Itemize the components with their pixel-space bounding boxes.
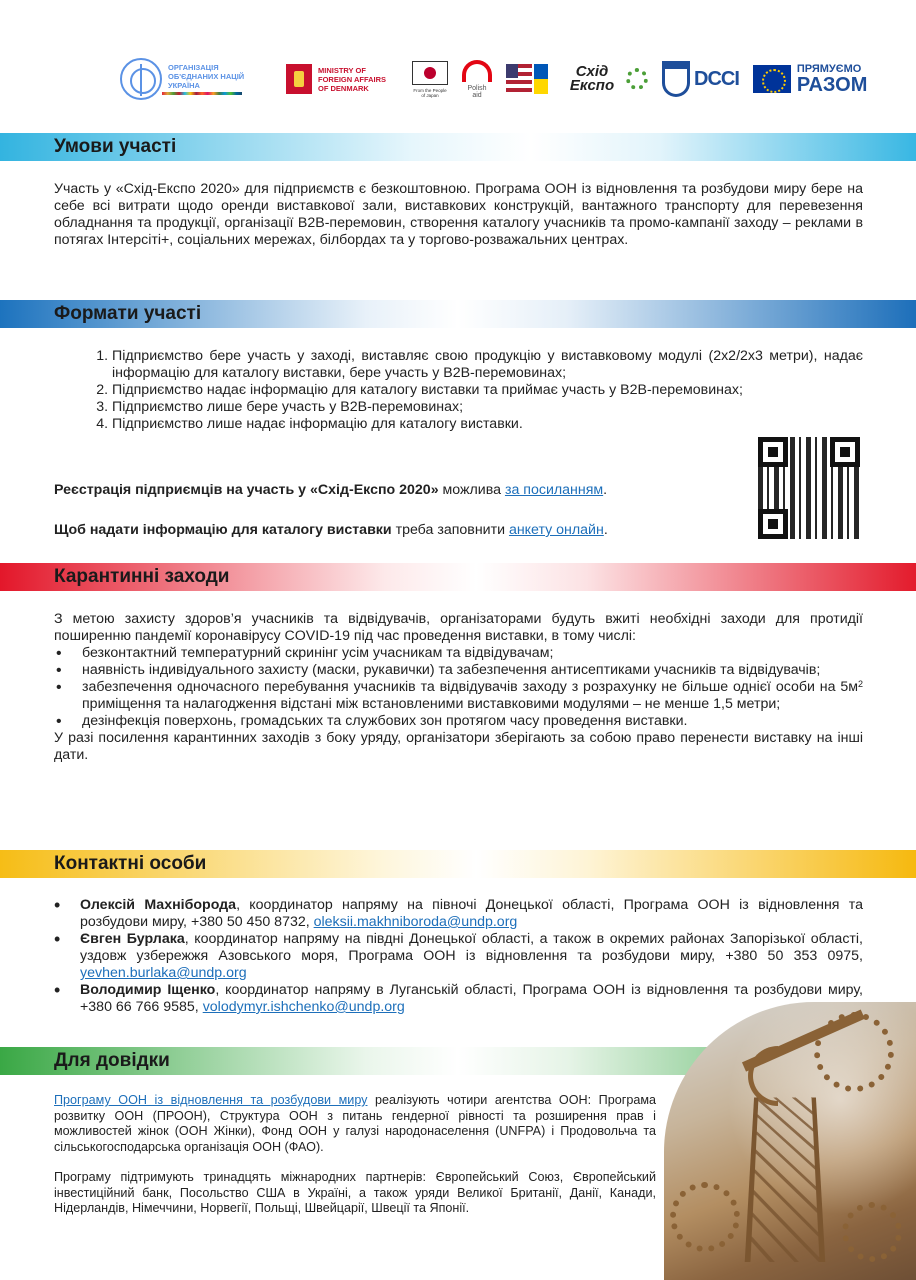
qr-finder xyxy=(758,437,788,467)
usa-ukraine-logo xyxy=(506,64,548,94)
qr-code-icon[interactable] xyxy=(758,437,860,539)
list-item: 1. Підприємство бере участь у заході, виставляє свою продукцію у виставковому модулі (2х2/2х3 метри), надає інформацію для каталогу виставки, бере участь у B2B-перемовинах; xyxy=(112,348,863,382)
ukraine-flag-icon xyxy=(534,64,548,94)
quarantine-outro: У разі посилення карантинних заходів з боку уряду, організатори зберігають за собою право перенести виставку на інші дати. xyxy=(54,730,863,763)
pump-head-icon xyxy=(748,1046,778,1106)
superscript: 2 xyxy=(857,679,863,689)
section-bar-conditions xyxy=(0,133,916,161)
contact-name: Євген Бурлака xyxy=(80,931,185,947)
wooden-model-photo xyxy=(664,1002,916,1280)
razom-logo xyxy=(753,63,868,95)
polish-aid-text: Polish aid xyxy=(467,84,487,99)
section-title-conditions: Умови участі xyxy=(54,136,177,157)
conditions-text: Участь у «Схід-Експо 2020» для підприємств є безкоштовною. Програма ООН із відновлення та розбудови миру бере на себе всі витрати щодо оренди виставкової зали, виставкових конструкцій, вантажного транспорту для перевезення обладнання та продукції, організації B2B-перемовин, створення каталогу учасників та промо-кампанії заходу – реклами в потягах Інтерсіті+, соціальних мережах, білбордах та у торгово-розважальних центрах. xyxy=(54,181,863,248)
quarantine-block xyxy=(54,611,863,764)
registration-line xyxy=(54,482,744,499)
polish-aid-icon xyxy=(462,60,492,82)
dcci-text: DCCI xyxy=(694,67,739,90)
bullet-text: забезпечення одночасного перебування учасників та відвідувачів заходу з розрахунку не більше однієї особи на 5м xyxy=(82,679,858,695)
dcci-emblem-icon xyxy=(662,61,690,97)
contact-email-link[interactable]: volodymyr.ishchenko@undp.org xyxy=(202,999,405,1015)
contact-details: , координатор напряму на півдні Донецької області, а також в окремих районах Запорізької області, уздовж узбережжя Азовського моря, Програма ООН із відновлення та розбудови миру, +380 50 353 0975, xyxy=(80,931,864,964)
denmark-crest-icon xyxy=(286,64,312,94)
oil-derrick-icon xyxy=(745,1098,826,1263)
un-logo-text: ОРГАНІЗАЦІЯ ОБ'ЄДНАНИХ НАЦІЙ УКРАЇНА xyxy=(168,63,245,90)
contact-name: Володимир Іщенко xyxy=(80,982,216,998)
japan-flag-icon xyxy=(412,61,448,85)
razom-line-2: РАЗОМ xyxy=(796,74,868,96)
list-item: 3. Підприємство лише бере участь у B2B-перемовинах; xyxy=(112,399,863,416)
bullet-text-end: приміщення та налагодження відстані між встановленими виставковими модулями – не менше 1,5 метри; xyxy=(82,696,781,712)
contact-item xyxy=(80,897,863,931)
section-title-quarantine: Карантинні заходи xyxy=(54,566,230,587)
denmark-logo-text: MINISTRY OF FOREIGN AFFAIRS OF DENMARK xyxy=(318,65,387,93)
quarantine-intro: З метою захисту здоров’я учасників та відвідувачів, організаторами будуть вжиті необхідні заходи для протидії поширенню пандемії коронавірусу COVID-19 під час проведення виставки, в тому числі: xyxy=(54,611,863,644)
contact-name: Олексій Махніборода xyxy=(80,897,237,913)
program-link[interactable]: Програму ООН із відновлення та розбудови миру xyxy=(54,1093,368,1107)
denmark-logo xyxy=(286,64,398,94)
usa-flag-icon xyxy=(506,64,532,94)
contact-details: , координатор напряму в Луганській області, Програма ООН із відновлення та розбудови миру, +380 66 766 9585, xyxy=(80,982,863,1015)
japan-logo xyxy=(412,61,448,98)
shid-expo-text: Схід Експо xyxy=(569,63,615,94)
list-item: 2. Підприємство надає інформацію для каталогу виставки та приймає участь у B2B-перемовинах; xyxy=(112,382,863,399)
razom-line-1: ПРЯМУЄМО xyxy=(796,63,862,75)
list-item: • дезінфекція поверхонь, громадських та службових зон протягом часу проведення виставки. xyxy=(54,713,863,730)
qr-finder xyxy=(758,509,788,539)
qr-finder xyxy=(830,437,860,467)
polish-aid-logo xyxy=(462,60,492,99)
catalog-form-link[interactable]: анкету онлайн xyxy=(508,522,604,538)
shid-expo-logo xyxy=(562,65,648,93)
reference-text-1: реалізують чотири агентства ООН: Програма розвитку ООН (ПРООН), Структура ООН з питань гендерної рівності та розширення прав і можливостей жінок (ООН Жінки), Фонд ООН у галузі народонаселення (UNFPA) і Продовольча та сільськогосподарська організація ООН (ФАО). xyxy=(54,1093,656,1154)
contacts-list xyxy=(80,897,863,1016)
catalog-bold: Щоб надати інформацію для каталогу виставки xyxy=(54,522,392,538)
japan-logo-text: From the People of Japan xyxy=(413,87,447,98)
section-bar-formats xyxy=(0,300,916,328)
contact-email-link[interactable]: yevhen.burlaka@undp.org xyxy=(80,965,247,981)
contact-details: , координатор напряму на півночі Донецької області, Програма ООН із відновлення та розбудови миру, +380 50 450 8732, xyxy=(80,897,864,930)
reference-paragraph-2: Програму підтримують тринадцять міжнародних партнерів: Європейський Союз, Європейський інвестиційний банк, Посольство США в Україні, а також уряди Великої Британії, Данії, Канади, Нідерландів, Німеччини, Норвегії, Польщі, Швейцарії, Швеції та Японії. xyxy=(54,1170,656,1215)
section-bar-quarantine xyxy=(0,563,916,591)
catalog-text: треба заповнити xyxy=(391,522,509,538)
eu-flag-icon xyxy=(753,65,791,93)
formats-list xyxy=(80,348,863,433)
quarantine-list xyxy=(54,645,863,730)
section-title-contacts: Контактні особи xyxy=(54,853,207,874)
gear-icon xyxy=(842,1202,902,1262)
list-item xyxy=(54,679,863,713)
contact-item xyxy=(80,982,863,1016)
partner-logos xyxy=(120,48,870,110)
reference-paragraph-1 xyxy=(54,1093,656,1155)
list-item: 4. Підприємство лише надає інформацію для каталогу виставки. xyxy=(112,416,863,433)
contact-email-link[interactable]: oleksii.makhniboroda@undp.org xyxy=(313,914,518,930)
section-bar-contacts xyxy=(0,850,916,878)
catalog-end: . xyxy=(603,522,608,538)
registration-bold: Реєстрація підприємців на участь у «Схід-Експо 2020» xyxy=(54,482,439,498)
sdg-dots-icon xyxy=(162,92,242,95)
registration-end: . xyxy=(603,482,608,498)
shid-expo-dots-icon xyxy=(626,68,648,90)
gear-icon xyxy=(670,1182,740,1252)
un-logo xyxy=(120,58,260,100)
section-title-formats: Формати участі xyxy=(54,303,202,324)
contact-item xyxy=(80,931,863,982)
section-title-reference: Для довідки xyxy=(54,1050,170,1071)
un-emblem-icon xyxy=(120,58,162,100)
registration-link[interactable]: за посиланням xyxy=(504,482,604,498)
catalog-line xyxy=(54,522,744,539)
list-item: • наявність індивідуального захисту (маски, рукавички) та забезпечення антисептиками учасників та відвідувачів; xyxy=(54,662,863,679)
dcci-logo xyxy=(662,61,739,97)
list-item: • безконтактний температурний скринінг усім учасникам та відвідувачам; xyxy=(54,645,863,662)
registration-text: можлива xyxy=(438,482,505,498)
